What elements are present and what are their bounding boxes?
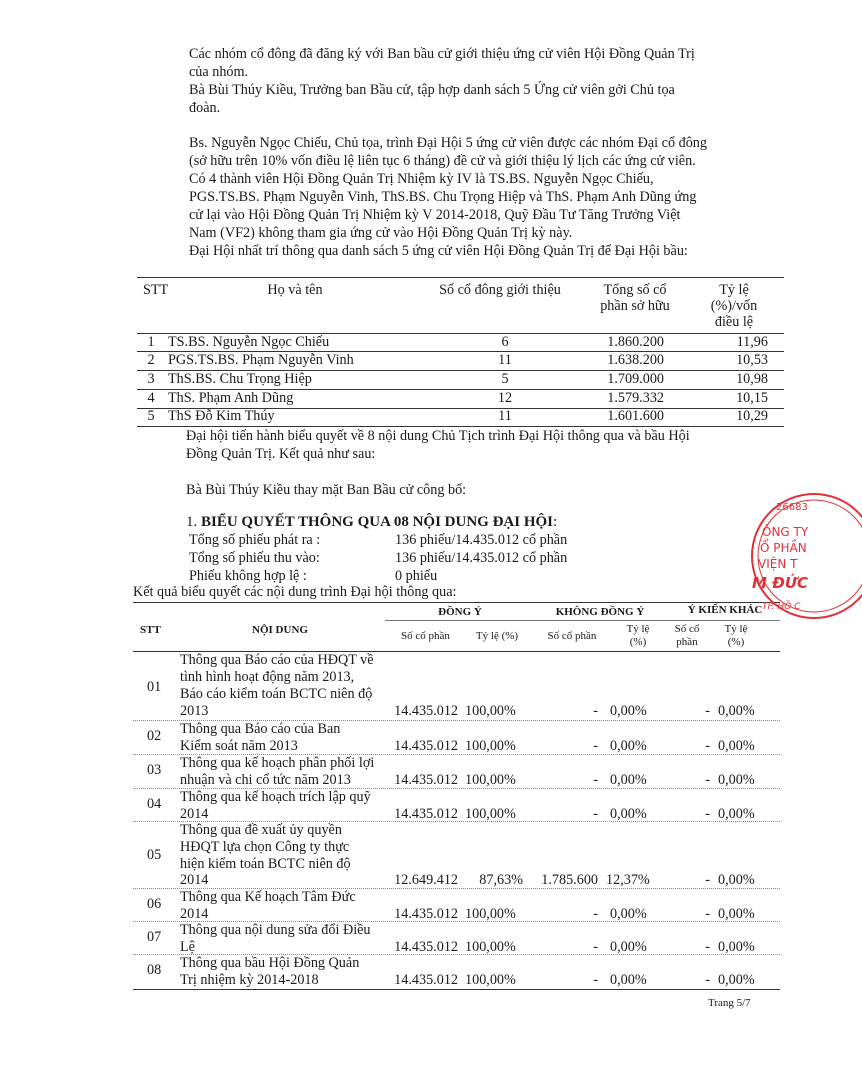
cell-content-line: Thông qua Báo cáo của HĐQT về [180, 652, 374, 668]
cell-agree-shares: 14.435.012 [394, 972, 458, 988]
col-header-agree-ratio: Tỷ lệ (%) [475, 630, 519, 642]
col-header-agree: ĐỒNG Ý [438, 606, 482, 618]
cell-disagree-ratio: 0,00% [610, 772, 647, 788]
after-table-line1: Đại hội tiến hành biểu quyết về 8 nội dung Chủ Tịch trình Đại Hội thông qua và bầu Hội [186, 428, 690, 444]
cell-content-line: 2014 [180, 906, 209, 922]
header-rule [385, 620, 780, 621]
cell-stt: 01 [147, 679, 162, 695]
cell-content-line: Thông qua bầu Hội Đồng Quản [180, 955, 360, 971]
stamp-line4: M ĐỨC [752, 574, 809, 592]
cell-agree-ratio: 100,00% [465, 939, 516, 955]
cell-agree-ratio: 100,00% [465, 806, 516, 822]
cell-other-shares: - [705, 738, 710, 754]
cell-agree-ratio: 87,63% [479, 872, 523, 888]
cell-stt: 08 [147, 962, 162, 978]
stat-label: Tổng số phiếu phát ra : [189, 532, 321, 548]
cell-disagree-shares: 1.785.600 [541, 872, 598, 888]
table-rule [137, 426, 784, 427]
col-header-nominators: Số cổ đông giới thiệu [439, 282, 561, 298]
cell-other-shares: - [705, 703, 710, 719]
cell-stt: 1 [147, 334, 155, 350]
col-header-other-ratio-l2: (%) [727, 636, 745, 648]
cell-other-shares: - [705, 939, 710, 955]
stat-value: 0 phiếu [395, 568, 438, 584]
cell-content-line: Trị nhiệm kỳ 2014-2018 [180, 972, 319, 988]
cell-disagree-shares: - [593, 806, 598, 822]
cell-name: ThS. Phạm Anh Dũng [168, 390, 294, 406]
cell-content-line: Kiểm soát năm 2013 [180, 738, 298, 754]
cell-agree-shares: 14.435.012 [394, 906, 458, 922]
col-header-name: Họ và tên [267, 282, 323, 298]
announce-text: Bà Bùi Thúy Kiều thay mặt Ban Bầu cử công bố: [186, 482, 467, 498]
cell-other-ratio: 0,00% [718, 906, 755, 922]
intro-p3-line: cử lại vào Hội Đồng Quản Trị Nhiệm kỳ V 2014-2018, Quỹ Đầu Tư Tăng Trưởng Việt [189, 207, 681, 223]
section-heading [186, 514, 557, 531]
intro-p2-line1: Bà Bùi Thúy Kiều, Trưởng ban Bầu cử, tập hợp danh sách 5 Ứng cử viên gởi Chủ tọa [189, 82, 675, 98]
col-header-other-shares-l1: Số cổ [674, 623, 700, 635]
cell-other-ratio: 0,00% [718, 806, 755, 822]
table-rule [137, 277, 784, 278]
cell-content-line: Thông qua kế hoạch trích lập quỹ [180, 789, 371, 805]
cell-other-ratio: 0,00% [718, 939, 755, 955]
cell-disagree-shares: - [593, 906, 598, 922]
cell-content-line: Lệ [180, 939, 195, 955]
cell-agree-ratio: 100,00% [465, 703, 516, 719]
col-header-stt: STT [140, 624, 161, 636]
page-number: Trang 5/7 [708, 997, 751, 1009]
cell-ratio: 11,96 [736, 334, 768, 350]
col-header-ratio-l3: điều lệ [714, 314, 754, 330]
cell-content-line: 2013 [180, 703, 209, 719]
cell-stt: 4 [147, 390, 155, 406]
after-table-line2: Đồng Quản Trị. Kết quả như sau: [186, 446, 376, 462]
cell-stt: 02 [147, 728, 162, 744]
cell-disagree-ratio: 12,37% [606, 872, 650, 888]
cell-content-line: nhuận và chi cổ tức năm 2013 [180, 772, 351, 788]
cell-nominators: 12 [497, 390, 513, 406]
cell-agree-ratio: 100,00% [465, 972, 516, 988]
cell-agree-shares: 14.435.012 [394, 738, 458, 754]
cell-agree-shares: 12.649.412 [394, 872, 458, 888]
stat-value: 136 phiếu/14.435.012 cổ phần [395, 550, 568, 566]
cell-content-line: Thông qua Kế hoạch Tâm Đức [180, 889, 356, 905]
col-header-disagree-ratio-l1: Tỷ lệ [626, 623, 650, 635]
stamp-line3: VIỆN T [758, 557, 798, 571]
col-header-disagree: KHÔNG ĐỒNG Ý [555, 606, 645, 618]
cell-name: ThS Đỗ Kim Thúy [168, 408, 275, 424]
stat-value: 136 phiếu/14.435.012 cổ phần [395, 532, 568, 548]
cell-content-line: 2014 [180, 872, 209, 888]
cell-other-ratio: 0,00% [718, 872, 755, 888]
cell-disagree-shares: - [593, 772, 598, 788]
intro-p1-line2: của nhóm. [189, 64, 249, 80]
cell-other-ratio: 0,00% [718, 772, 755, 788]
cell-other-ratio: 0,00% [718, 738, 755, 754]
cell-ratio: 10,29 [736, 408, 768, 424]
cell-stt: 06 [147, 896, 162, 912]
cell-stt: 03 [147, 762, 162, 778]
section-title: BIỂU QUYẾT THÔNG QUA 08 NỘI DUNG ĐẠI HỘI [201, 514, 554, 530]
cell-nominators: 11 [498, 352, 512, 368]
cell-stt: 04 [147, 796, 162, 812]
col-header-disagree-ratio-l2: (%) [629, 636, 647, 648]
cell-content-line: Thông qua đề xuất ủy quyền [180, 822, 342, 838]
cell-shares: 1.579.332 [607, 390, 664, 406]
cell-disagree-ratio: 0,00% [610, 703, 647, 719]
cell-disagree-ratio: 0,00% [610, 738, 647, 754]
cell-disagree-ratio: 0,00% [610, 906, 647, 922]
col-header-content: NỘI DUNG [252, 624, 308, 636]
section-number: 1. [186, 514, 198, 530]
company-stamp [742, 488, 862, 623]
col-header-shares-l2: phần sở hữu [600, 298, 670, 314]
cell-other-shares: - [705, 906, 710, 922]
cell-disagree-shares: - [593, 738, 598, 754]
cell-other-shares: - [705, 872, 710, 888]
cell-content-line: hiện kiểm toán BCTC niên độ [180, 856, 351, 872]
col-header-other-shares-l2: phần [676, 636, 698, 648]
cell-shares: 1.638.200 [607, 352, 664, 368]
cell-disagree-shares: - [593, 939, 598, 955]
cell-name: PGS.TS.BS. Phạm Nguyễn Vinh [168, 352, 354, 368]
cell-name: ThS.BS. Chu Trọng Hiệp [168, 371, 312, 387]
cell-disagree-shares: - [593, 703, 598, 719]
cell-stt: 05 [147, 847, 162, 863]
intro-p3-line: Bs. Nguyễn Ngọc Chiếu, Chủ tọa, trình Đại Hội 5 ứng cử viên được các nhóm Đại cổ đông [189, 135, 707, 151]
col-header-ratio-l2: (%)/vốn [710, 298, 758, 314]
cell-shares: 1.709.000 [607, 371, 664, 387]
cell-nominators: 5 [501, 371, 509, 387]
intro-p3-line: PGS.TS.BS. Phạm Nguyễn Vinh, ThS.BS. Chu Trọng Hiệp và ThS. Phạm Anh Dũng ứng [189, 189, 697, 205]
cell-content-line: Thông qua Báo cáo của Ban [180, 721, 341, 737]
cell-ratio: 10,53 [736, 352, 768, 368]
intro-p2-line2: đoàn. [189, 100, 221, 116]
table-rule [133, 989, 780, 990]
cell-stt: 3 [147, 371, 155, 387]
stat-label: Tổng số phiếu thu vào: [189, 550, 320, 566]
cell-content-line: Thông qua nội dung sửa đổi Điều [180, 922, 371, 938]
cell-other-ratio: 0,00% [718, 972, 755, 988]
col-header-agree-shares: Số cổ phần [401, 630, 450, 642]
col-header-ratio-l1: Tỷ lệ [719, 282, 749, 298]
cell-ratio: 10,98 [736, 371, 768, 387]
cell-agree-shares: 14.435.012 [394, 939, 458, 955]
stamp-seal-icon [742, 488, 862, 623]
table-rule [133, 602, 780, 603]
col-header-other: Ý KIẾN KHÁC [687, 604, 763, 616]
intro-p3-line: (sở hữu trên 10% vốn điều lệ liên tục 6 tháng) đề cử và giới thiệu lý lịch các ứng cử viên. [189, 153, 696, 169]
cell-ratio: 10,15 [736, 390, 768, 406]
stamp-line2: Ổ PHẦN [760, 541, 807, 555]
cell-shares: 1.601.600 [607, 408, 664, 424]
results-intro: Kết quả biểu quyết các nội dung trình Đại hội thông qua: [133, 584, 457, 600]
cell-agree-ratio: 100,00% [465, 772, 516, 788]
stamp-city: TP. HỒ C [762, 602, 801, 612]
intro-p3-line: Có 4 thành viên Hội Đồng Quản Trị Nhiệm kỳ IV là TS.BS. Nguyễn Ngọc Chiếu, [189, 171, 654, 187]
cell-other-shares: - [705, 806, 710, 822]
cell-agree-shares: 14.435.012 [394, 772, 458, 788]
section-colon: : [553, 514, 558, 530]
cell-other-shares: - [705, 772, 710, 788]
cell-agree-shares: 14.435.012 [394, 806, 458, 822]
intro-p1-line1: Các nhóm cổ đông đã đăng ký với Ban bầu cử giới thiệu ứng cử viên Hội Đồng Quản Trị [189, 46, 695, 62]
cell-disagree-shares: - [593, 972, 598, 988]
cell-shares: 1.860.200 [607, 334, 664, 350]
col-header-disagree-shares: Số cổ phần [547, 630, 597, 642]
cell-agree-shares: 14.435.012 [394, 703, 458, 719]
stamp-code: 26683 [776, 502, 808, 513]
intro-p4: Đại Hội nhất trí thông qua danh sách 5 ứng cử viên Hội Đồng Quản Trị để Đại Hội bầu: [189, 243, 688, 259]
stat-label: Phiếu không hợp lệ : [189, 568, 307, 584]
cell-name: TS.BS. Nguyễn Ngọc Chiếu [168, 334, 330, 350]
col-header-stt: STT [143, 282, 169, 298]
cell-other-ratio: 0,00% [718, 703, 755, 719]
cell-content-line: 2014 [180, 806, 209, 822]
cell-nominators: 11 [498, 408, 512, 424]
intro-p3-line: Nam (VF2) không tham gia ứng cử vào Hội Đồng Quản Trị kỳ này. [189, 225, 573, 241]
col-header-other-ratio-l1: Tỷ lệ [724, 623, 748, 635]
cell-stt: 07 [147, 929, 162, 945]
cell-agree-ratio: 100,00% [465, 906, 516, 922]
stamp-line1: ÔNG TY [762, 525, 809, 539]
cell-agree-ratio: 100,00% [465, 738, 516, 754]
cell-stt: 2 [147, 352, 155, 368]
cell-content-line: Báo cáo kiểm toán BCTC niên độ [180, 686, 373, 702]
cell-nominators: 6 [501, 334, 509, 350]
cell-disagree-ratio: 0,00% [610, 806, 647, 822]
col-header-shares-l1: Tổng số cổ [603, 282, 667, 298]
cell-other-shares: - [705, 972, 710, 988]
cell-stt: 5 [147, 408, 155, 424]
cell-content-line: tình hình hoạt động năm 2013, [180, 669, 355, 685]
cell-disagree-ratio: 0,00% [610, 939, 647, 955]
cell-disagree-ratio: 0,00% [610, 972, 647, 988]
cell-content-line: Thông qua kế hoạch phân phối lợi [180, 755, 375, 771]
cell-content-line: HĐQT lựa chọn Công ty thực [180, 839, 350, 855]
